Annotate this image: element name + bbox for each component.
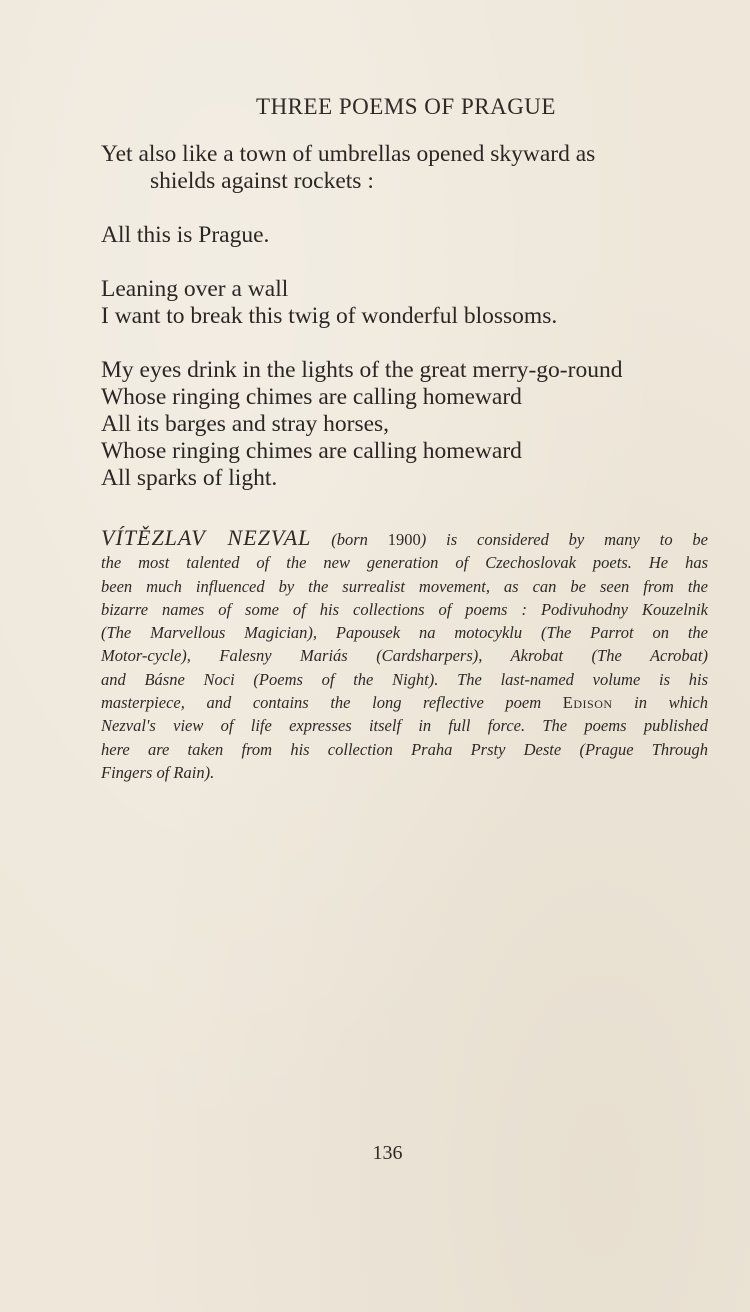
poem-title-edison: Edison (562, 693, 613, 713)
note-text: in which (612, 693, 708, 713)
note-line: the most talented of the new generation of Czechoslovak poets. He has (101, 553, 708, 573)
poem-stanza (101, 357, 721, 492)
poem-stanza (101, 276, 721, 330)
author-name: VÍTĚZLAV NEZVAL (101, 525, 312, 550)
poem-line: My eyes drink in the lights of the great merry-go-round (101, 357, 623, 383)
note-line: Motor-cycle), Falesny Mariás (Cardsharpers), Akrobat (The Acrobat) (101, 646, 708, 666)
poem-line: Whose ringing chimes are calling homeward (101, 438, 522, 464)
note-line (101, 526, 708, 551)
note-text: masterpiece, and contains the long reflective poem (101, 693, 563, 713)
note-line: Fingers of Rain). (101, 762, 215, 782)
poem-stanza (101, 222, 721, 249)
poem-line: Yet also like a town of umbrellas opened skyward as (101, 141, 596, 167)
poem-stanza (101, 141, 721, 195)
poem-line: Whose ringing chimes are calling homeward (101, 384, 522, 410)
note-line: Nezval's view of life expresses itself in full force. The poems published (101, 716, 708, 736)
poem-line: Leaning over a wall (101, 276, 289, 302)
note-line: bizarre names of some of his collections of poems : Podivuhodny Kouzelnik (101, 599, 708, 619)
poem-line: I want to break this twig of wonderful blossoms. (101, 303, 558, 329)
poem-line: All its barges and stray horses, (101, 411, 390, 437)
note-line: been much influenced by the surrealist movement, as can be seen from the (101, 576, 708, 596)
poem-line: All this is Prague. (101, 222, 270, 248)
note-line: and Básne Noci (Poems of the Night). The last-named volume is his (101, 669, 708, 689)
author-note (101, 526, 708, 784)
note-line: (The Marvellous Magician), Papousek na motocyklu (The Parrot on the (101, 623, 708, 643)
poem-line: All sparks of light. (101, 465, 278, 491)
note-line: here are taken from his collection Praha Prsty Deste (Prague Through (101, 739, 708, 759)
page-number: 136 (372, 1142, 403, 1164)
running-head: THREE POEMS OF PRAGUE (256, 94, 556, 119)
birth-year: 1900 (387, 530, 421, 549)
note-text: (born (331, 530, 388, 549)
poem-text (101, 141, 721, 519)
poem-line: shields against rockets : (150, 168, 374, 194)
note-text: ) is considered by many to be (420, 530, 709, 549)
note-line (101, 691, 708, 714)
